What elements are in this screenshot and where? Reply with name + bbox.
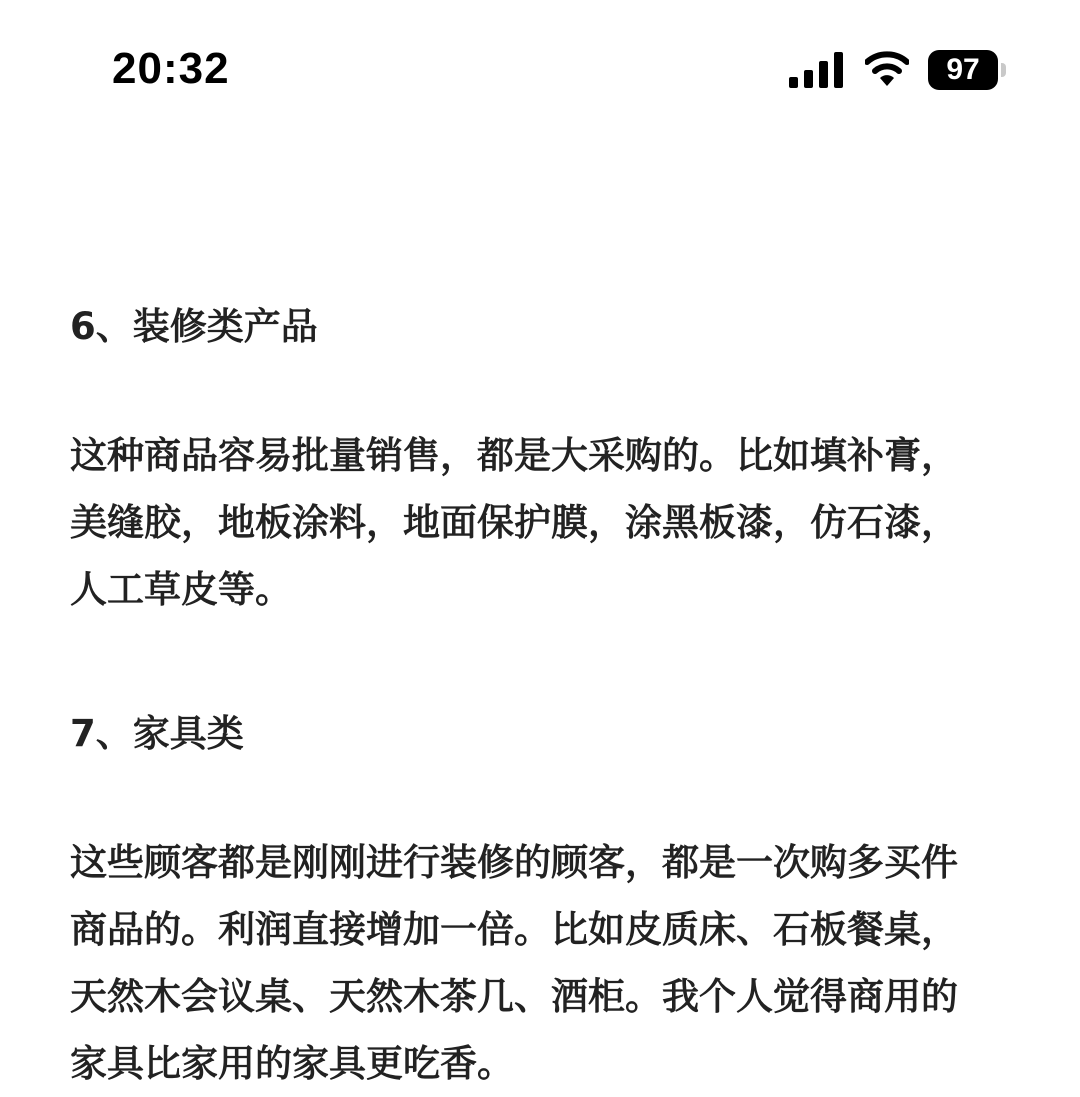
battery-tip (1001, 63, 1006, 77)
section-heading: 7、家具类 (70, 712, 244, 755)
battery-level: 97 (946, 53, 980, 86)
article-content (70, 300, 990, 1097)
wifi-icon (865, 50, 909, 88)
status-bar (0, 0, 1080, 140)
battery-icon (928, 50, 1008, 90)
status-time: 20:32 (112, 44, 230, 93)
section-heading: 6、装修类产品 (70, 305, 318, 348)
section-paragraph: 这种商品容易批量销售，都是大采购的。比如填补膏，美缝胶，地板涂料，地面保护膜，涂黑板漆，仿石漆，人工草皮等。 (70, 434, 958, 611)
signal-icon (789, 52, 845, 88)
section-paragraph: 这些顾客都是刚刚进行装修的顾客，都是一次购多买件商品的。利润直接增加一倍。比如皮质床、石板餐桌，天然木会议桌、天然木茶几、酒柜。我个人觉得商用的家具比家用的家具更吃香。 (70, 841, 958, 1085)
